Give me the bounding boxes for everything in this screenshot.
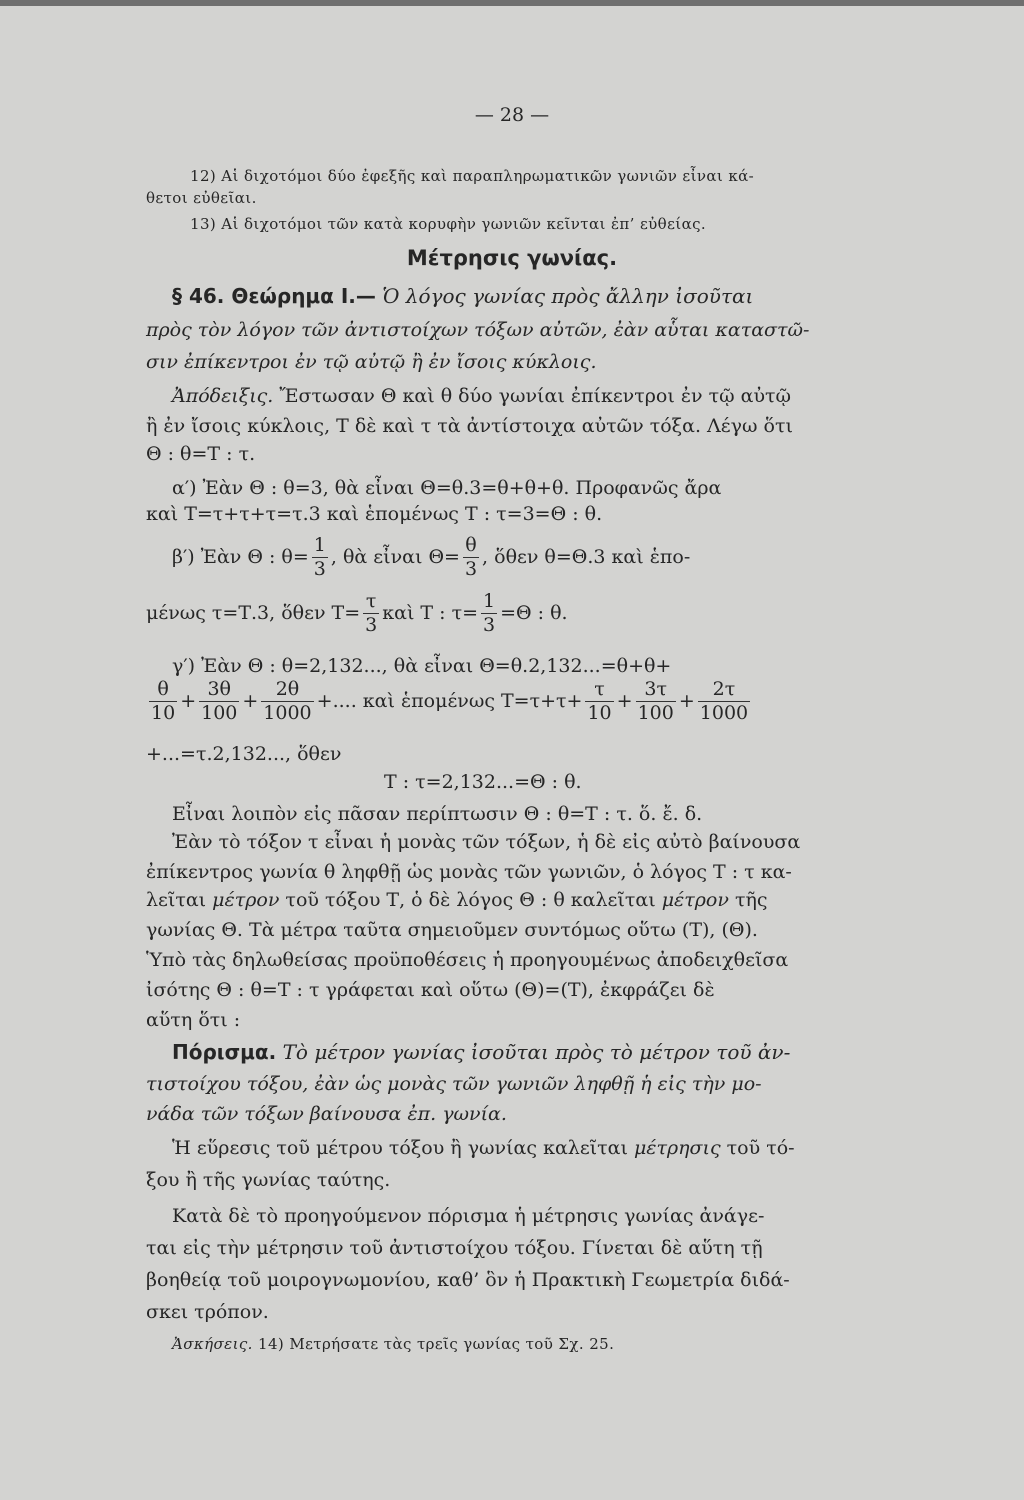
fraction-den: 10	[151, 701, 176, 724]
case-b-text: μένως τ=Τ.3, ὅθεν Τ=	[146, 602, 361, 624]
proof-line3: Θ : θ=Τ : τ.	[146, 443, 256, 465]
kata-line3: βοηθείᾳ τοῦ μοιρογνωμονίου, καθ’ ὃν ἡ Πρακτικὴ Γεωμετρία διδά-	[146, 1269, 790, 1291]
fraction	[312, 533, 328, 580]
case-b-text: , ὅθεν θ=Θ.3 καὶ ἑπο-	[482, 546, 691, 568]
plus-sign: +	[616, 690, 633, 712]
fraction	[463, 533, 479, 580]
fraction-den: 1000	[263, 701, 312, 724]
kata-line4: σκει τρόπον.	[146, 1301, 269, 1323]
fraction	[636, 677, 676, 724]
page-number: — 28 —	[474, 104, 550, 126]
porisma-line3: νάδα τῶν τόξων βαίνουσα ἐπ. γωνία.	[146, 1103, 507, 1125]
book-page	[0, 6, 1024, 1500]
text-run: Ἡ εὕρεσις τοῦ μέτρου τόξου ἢ γωνίας καλεῖται	[172, 1137, 634, 1159]
fraction	[585, 677, 613, 724]
case-c-line4: Τ : τ=2,132...=Θ : θ.	[384, 771, 582, 793]
definition-line7: αὕτη ὅτι :	[146, 1009, 241, 1031]
exercise-13: 13) Αἱ διχοτόμοι τῶν κατὰ κορυφὴν γωνιῶν κεῖνται ἐπ’ εὐθείας.	[190, 215, 707, 233]
fraction-num: θ	[149, 680, 177, 702]
text-run: τοῦ τό-	[720, 1137, 795, 1159]
fraction-num: τ	[363, 592, 379, 614]
proof-label: Ἀπόδειξις.	[172, 385, 274, 407]
fraction	[698, 677, 750, 724]
conclusion: Εἶναι λοιπὸν εἰς πᾶσαν περίπτωσιν Θ : θ=Τ : τ. ὅ. ἔ. δ.	[172, 803, 703, 825]
definition-line4: γωνίας Θ. Τὰ μέτρα ταῦτα σημειοῦμεν συντόμως οὕτω (Τ), (Θ).	[146, 919, 758, 941]
fraction-num: 2τ	[698, 680, 750, 702]
text-run: τοῦ τόξου Τ, ὁ δὲ λόγος Θ : θ καλεῖται	[279, 889, 662, 911]
proof-text: Ἔστωσαν Θ καὶ θ δύο γωνίαι ἐπίκεντροι ἐν τῷ αὐτῷ	[279, 385, 792, 407]
italic-term: μέτρησις	[633, 1137, 721, 1159]
fraction-den: 3	[365, 613, 378, 636]
heuresis-line2: ξου ἢ τῆς γωνίας ταύτης.	[146, 1169, 391, 1191]
case-a-line2: καὶ Τ=τ+τ+τ=τ.3 καὶ ἑπομένως Τ : τ=3=Θ : θ.	[146, 503, 603, 525]
case-c-line1: γ′) Ἐὰν Θ : θ=2,132..., θὰ εἶναι Θ=θ.2,132...=θ+θ+	[172, 655, 672, 677]
definition-line1: Ἐὰν τὸ τόξον τ εἶναι ἡ μονὰς τῶν τόξων, ἡ δὲ εἰς αὐτὸ βαίνουσα	[172, 831, 801, 853]
case-c-line2	[146, 678, 976, 724]
fraction-num: 1	[313, 533, 326, 556]
fraction-den: 100	[637, 701, 674, 724]
kata-line1: Κατὰ δὲ τὸ προηγούμενον πόρισμα ἡ μέτρησις γωνίας ἀνάγε-	[172, 1205, 765, 1227]
fraction	[199, 677, 239, 724]
fraction-num: τ	[585, 680, 613, 702]
fraction-num: θ	[463, 536, 479, 558]
case-b-text: , θὰ εἶναι Θ=	[330, 546, 460, 568]
section-title: Μέτρησις γωνίας.	[406, 246, 618, 270]
porisma-label: Πόρισμα.	[172, 1040, 277, 1064]
theorem-line2: πρὸς τὸν λόγον τῶν ἀντιστοίχων τόξων αὐτῶν, ἐὰν αὗται καταστῶ-	[146, 319, 810, 341]
text-run: λεῖται	[146, 889, 213, 911]
proof-line1	[172, 384, 1002, 408]
exercise-12-line1: 12) Αἱ διχοτόμοι δύο ἐφεξῆς καὶ παραπληρωματικῶν γωνιῶν εἶναι κά-	[190, 167, 755, 185]
exercises-label: Ἀσκήσεις.	[172, 1335, 253, 1353]
fraction-den: 3	[313, 557, 326, 580]
fraction	[363, 589, 379, 636]
definition-line5: Ὑπὸ τὰς δηλωθείσας προϋποθέσεις ἡ προηγουμένως ἀποδειχθεῖσα	[146, 949, 789, 971]
fraction-den: 3	[464, 557, 478, 580]
italic-term: μέτρον	[661, 889, 729, 911]
italic-term: μέτρον	[212, 889, 280, 911]
plus-sign: +	[242, 690, 259, 712]
theorem-line3: σιν ἐπίκεντροι ἐν τῷ αὐτῷ ἢ ἐν ἴσοις κύκλοις.	[146, 351, 597, 373]
case-b-line2	[146, 590, 976, 636]
porisma-text: Τὸ μέτρον γωνίας ἰσοῦται πρὸς τὸ μέτρον τοῦ ἀν-	[282, 1040, 791, 1064]
definition-line6: ἰσότης Θ : θ=Τ : τ γράφεται καὶ οὕτω (Θ)=(Τ), ἐκφράζει δὲ	[146, 979, 715, 1001]
fraction-den: 10	[587, 701, 612, 724]
kata-line2: ται εἰς τὴν μέτρησιν τοῦ ἀντιστοίχου τόξου. Γίνεται δὲ αὕτη τῇ	[146, 1237, 763, 1259]
fraction-num: 1	[483, 589, 496, 612]
fraction-den: 100	[201, 701, 238, 724]
fraction	[481, 589, 497, 636]
exercises-text: 14) Μετρήσατε τὰς τρεῖς γωνίας τοῦ Σχ. 25.	[252, 1335, 615, 1353]
case-a-line1: α′) Ἐὰν Θ : θ=3, θὰ εἶναι Θ=θ.3=θ+θ+θ. Προφανῶς ἄρα	[172, 477, 722, 499]
fraction-num: 2θ	[261, 680, 313, 702]
case-b-line1	[172, 534, 1002, 580]
text-run: τῆς	[728, 889, 768, 911]
plus-sign: +	[180, 690, 197, 712]
plus-sign: +	[678, 690, 695, 712]
definition-line2: ἐπίκεντρος γωνία θ ληφθῇ ὡς μονὰς τῶν γωνιῶν, ὁ λόγος Τ : τ κα-	[146, 861, 792, 883]
definition-line3	[146, 888, 976, 912]
theorem-text: Ὁ λόγος γωνίας πρὸς ἄλλην ἰσοῦται	[382, 284, 754, 308]
theorem-label: § 46. Θεώρημα I.—	[172, 284, 376, 308]
proof-line2: ἢ ἐν ἴσοις κύκλοις, Τ δὲ καὶ τ τὰ ἀντίστοιχα αὐτῶν τόξα. Λέγω ὅτι	[146, 415, 793, 437]
exercise-12-line2: θετοι εὐθεῖαι.	[146, 189, 257, 207]
fraction-num: 3τ	[636, 680, 676, 702]
porisma-line2: τιστοίχου τόξου, ἐὰν ὡς μονὰς τῶν γωνιῶν ληφθῇ ἡ εἰς τὴν μο-	[146, 1073, 762, 1095]
case-b-text: καὶ Τ : τ=	[382, 602, 479, 624]
case-c-text: +.... καὶ ἑπομένως Τ=τ+τ+	[316, 690, 583, 712]
exercises-line	[172, 1332, 1002, 1356]
fraction	[149, 677, 177, 724]
case-b-text: =Θ : θ.	[500, 602, 568, 624]
porisma-line1	[172, 1040, 1002, 1064]
heuresis-line1	[172, 1136, 1002, 1160]
fraction	[261, 677, 313, 724]
theorem-line1	[172, 284, 1002, 308]
case-b-text: β′) Ἐὰν Θ : θ=	[172, 546, 309, 568]
case-c-line3: +...=τ.2,132..., ὅθεν	[146, 743, 342, 765]
fraction-den: 3	[483, 613, 496, 636]
fraction-num: 3θ	[199, 680, 239, 702]
fraction-den: 1000	[699, 701, 749, 724]
